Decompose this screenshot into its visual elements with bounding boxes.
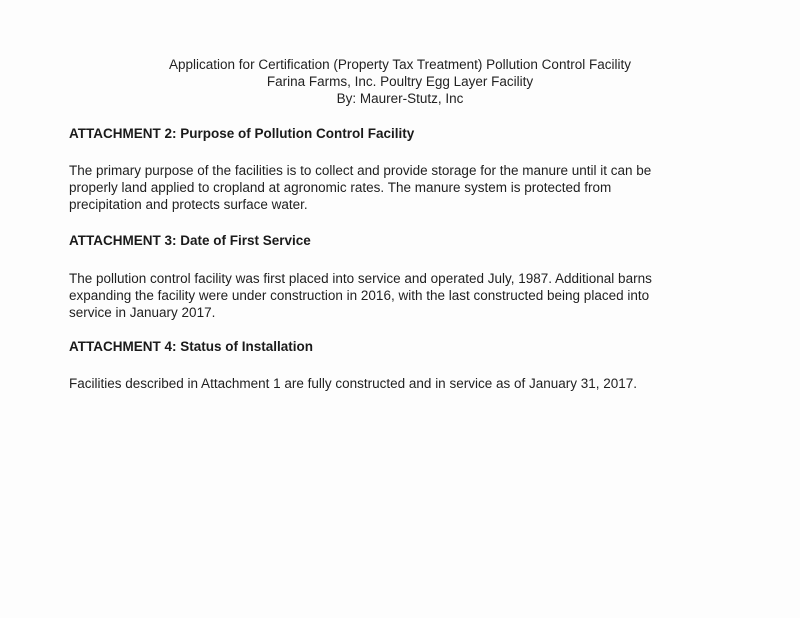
paragraph-line: The primary purpose of the facilities is to collect and provide storage for the manure until it can be (69, 163, 652, 178)
paragraph-line: expanding the facility were under construction in 2016, with the last constructed being placed into (69, 288, 650, 303)
document-header (0, 56, 800, 107)
paragraph-line: service in January 2017. (69, 305, 216, 320)
attachment-4-paragraph (69, 375, 749, 392)
paragraph-line: Facilities described in Attachment 1 are fully constructed and in service as of January 31, 2017. (69, 376, 638, 391)
attachment-3-heading: ATTACHMENT 3: Date of First Service (69, 233, 311, 248)
attachment-2-heading: ATTACHMENT 2: Purpose of Pollution Control Facility (69, 126, 415, 141)
header-facility-name: Farina Farms, Inc. Poultry Egg Layer Facility (266, 74, 534, 89)
paragraph-line: precipitation and protects surface water. (69, 197, 308, 212)
paragraph-line: The pollution control facility was first placed into service and operated July, 1987. Additional barns (69, 271, 652, 286)
paragraph-line: properly land applied to cropland at agronomic rates. The manure system is protected from (69, 180, 612, 195)
header-title: Application for Certification (Property Tax Treatment) Pollution Control Facility (169, 57, 631, 72)
attachment-4-heading: ATTACHMENT 4: Status of Installation (69, 339, 313, 354)
attachment-3-paragraph (69, 270, 749, 321)
header-author: By: Maurer-Stutz, Inc (336, 91, 464, 106)
attachment-2-paragraph (69, 162, 749, 213)
